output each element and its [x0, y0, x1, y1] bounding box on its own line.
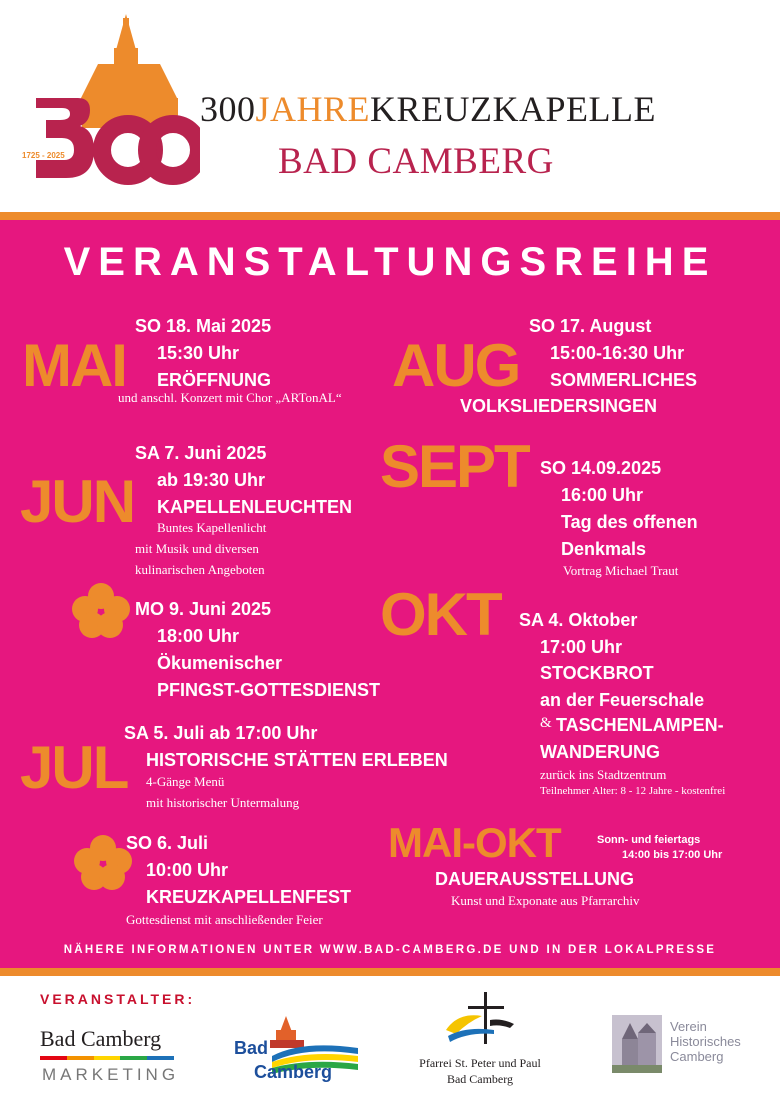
jul-note-1: 4-Gänge Menü: [146, 774, 225, 789]
historic-building-image: [612, 1015, 662, 1073]
okt-line-4: WANDERUNG: [540, 742, 660, 762]
okt-time: 17:00 Uhr: [540, 637, 623, 657]
jun2-line-1: Ökumenischer: [157, 653, 283, 673]
aug-date: SO 17. August: [529, 316, 652, 336]
main-heading: VERANSTALTUNGSREIHE: [63, 240, 717, 284]
month-mai: MAI: [22, 332, 126, 399]
sept-line-1: Tag des offenen: [561, 512, 698, 532]
month-jul: JUL: [20, 734, 128, 801]
title-line: [200, 88, 656, 130]
bad-camberg-town-logo: [232, 1012, 360, 1082]
jun-note-3: kulinarischen Angeboten: [135, 562, 265, 577]
orange-divider-bottom: [0, 968, 780, 976]
jul2-time: 10:00 Uhr: [146, 860, 229, 880]
okt-line-1: STOCKBROT: [540, 663, 654, 683]
okt-line-3: TASCHENLAMPEN-: [556, 715, 724, 735]
jun2-time: 18:00 Uhr: [157, 626, 240, 646]
jul-date: SA 5. Juli ab 17:00 Uhr: [124, 723, 318, 743]
chapel-300-logo: [20, 10, 200, 200]
okt-date: SA 4. Oktober: [519, 610, 638, 630]
mai-date: SO 18. Mai 2025: [135, 316, 272, 336]
sept-note: Vortrag Michael Traut: [563, 563, 679, 578]
verein-line-3: Camberg: [670, 1048, 724, 1064]
maiokt-hours-1: Sonn- und feiertags: [597, 834, 701, 846]
mai-time: 15:30 Uhr: [157, 343, 240, 363]
jun-note-2: mit Musik und diversen: [135, 541, 259, 556]
okt-note-2: Teilnehmer Alter: 8 - 12 Jahre - kostenfrei: [540, 785, 726, 797]
sept-date: SO 14.09.2025: [540, 458, 662, 478]
sept-time: 16:00 Uhr: [561, 485, 644, 505]
jul2-title: KREUZKAPELLENFEST: [146, 887, 352, 907]
month-aug: AUG: [392, 332, 520, 399]
marketing-label: MARKETING: [42, 1065, 180, 1084]
month-sept: SEPT: [380, 433, 529, 500]
mai-title: ERÖFFNUNG: [157, 370, 271, 390]
jul-title: HISTORISCHE STÄTTEN ERLEBEN: [146, 750, 448, 770]
jul2-note: Gottesdienst mit anschließender Feier: [126, 912, 323, 927]
month-jun: JUN: [20, 468, 135, 535]
okt-note-1: zurück ins Stadtzentrum: [540, 767, 667, 782]
parish-line-2: Bad Camberg: [446, 1071, 514, 1086]
verein-name: [670, 1020, 741, 1065]
info-line: NÄHERE INFORMATIONEN UNTER WWW.BAD-CAMBERG.DE UND IN DER LOKALPRESSE: [63, 944, 717, 956]
aug-time: 15:00-16:30 Uhr: [550, 343, 685, 363]
month-okt: OKT: [380, 581, 501, 648]
title-kreuzkapelle: KREUZKAPELLE: [370, 89, 656, 129]
title-jahre: JAHRE: [255, 89, 371, 129]
subtitle-bad-camberg: BAD CAMBERG: [278, 141, 554, 182]
jun-date: SA 7. Juni 2025: [135, 443, 267, 463]
month-mai-okt: MAI-OKT: [388, 819, 561, 866]
aug-line-2: VOLKSLIEDERSINGEN: [460, 396, 658, 416]
bad-camberg-color-bar: [40, 1056, 174, 1060]
jul2-date: SO 6. Juli: [126, 833, 209, 853]
verein-line-2: Historisches: [670, 1033, 741, 1049]
title-number: 300: [200, 89, 256, 129]
organizer-label: VERANSTALTER:: [40, 991, 196, 1007]
header: [0, 0, 780, 212]
parish-line-1: Pfarrei St. Peter und Paul: [419, 1056, 541, 1070]
jun-note-1: Buntes Kapellenlicht: [157, 520, 267, 535]
logo-years: 1725 - 2025: [22, 151, 65, 160]
verein-line-1: Verein: [670, 1019, 707, 1034]
parish-cross-logo: [438, 990, 522, 1046]
jul-note-2: mit historischer Untermalung: [146, 795, 300, 810]
jun-time: ab 19:30 Uhr: [157, 470, 266, 490]
parish-name: [400, 1056, 560, 1087]
jun2-date: MO 9. Juni 2025: [135, 599, 272, 619]
maiokt-hours-2: 14:00 bis 17:00 Uhr: [622, 849, 723, 861]
orange-divider-top: [0, 212, 780, 220]
jun2-line-2: PFINGST-GOTTESDIENST: [157, 680, 381, 700]
aug-line-1: SOMMERLICHES: [550, 370, 698, 390]
bad-camberg-marketing-name: Bad Camberg: [40, 1026, 162, 1051]
town-logo-bad: Bad: [234, 1038, 269, 1058]
okt-line-2: an der Feuerschale: [540, 690, 705, 710]
jun-title: KAPELLENLEUCHTEN: [157, 497, 353, 517]
flower-icon: [70, 580, 132, 640]
flower-icon: [72, 832, 134, 892]
sept-line-2: Denkmals: [561, 539, 647, 559]
town-logo-camberg: Camberg: [254, 1062, 333, 1082]
maiokt-note: Kunst und Exponate aus Pfarrarchiv: [451, 893, 640, 908]
mai-note: und anschl. Konzert mit Chor „ARTonAL“: [118, 390, 342, 405]
maiokt-title: DAUERAUSSTELLUNG: [435, 869, 635, 889]
okt-ampersand: &: [540, 715, 552, 731]
